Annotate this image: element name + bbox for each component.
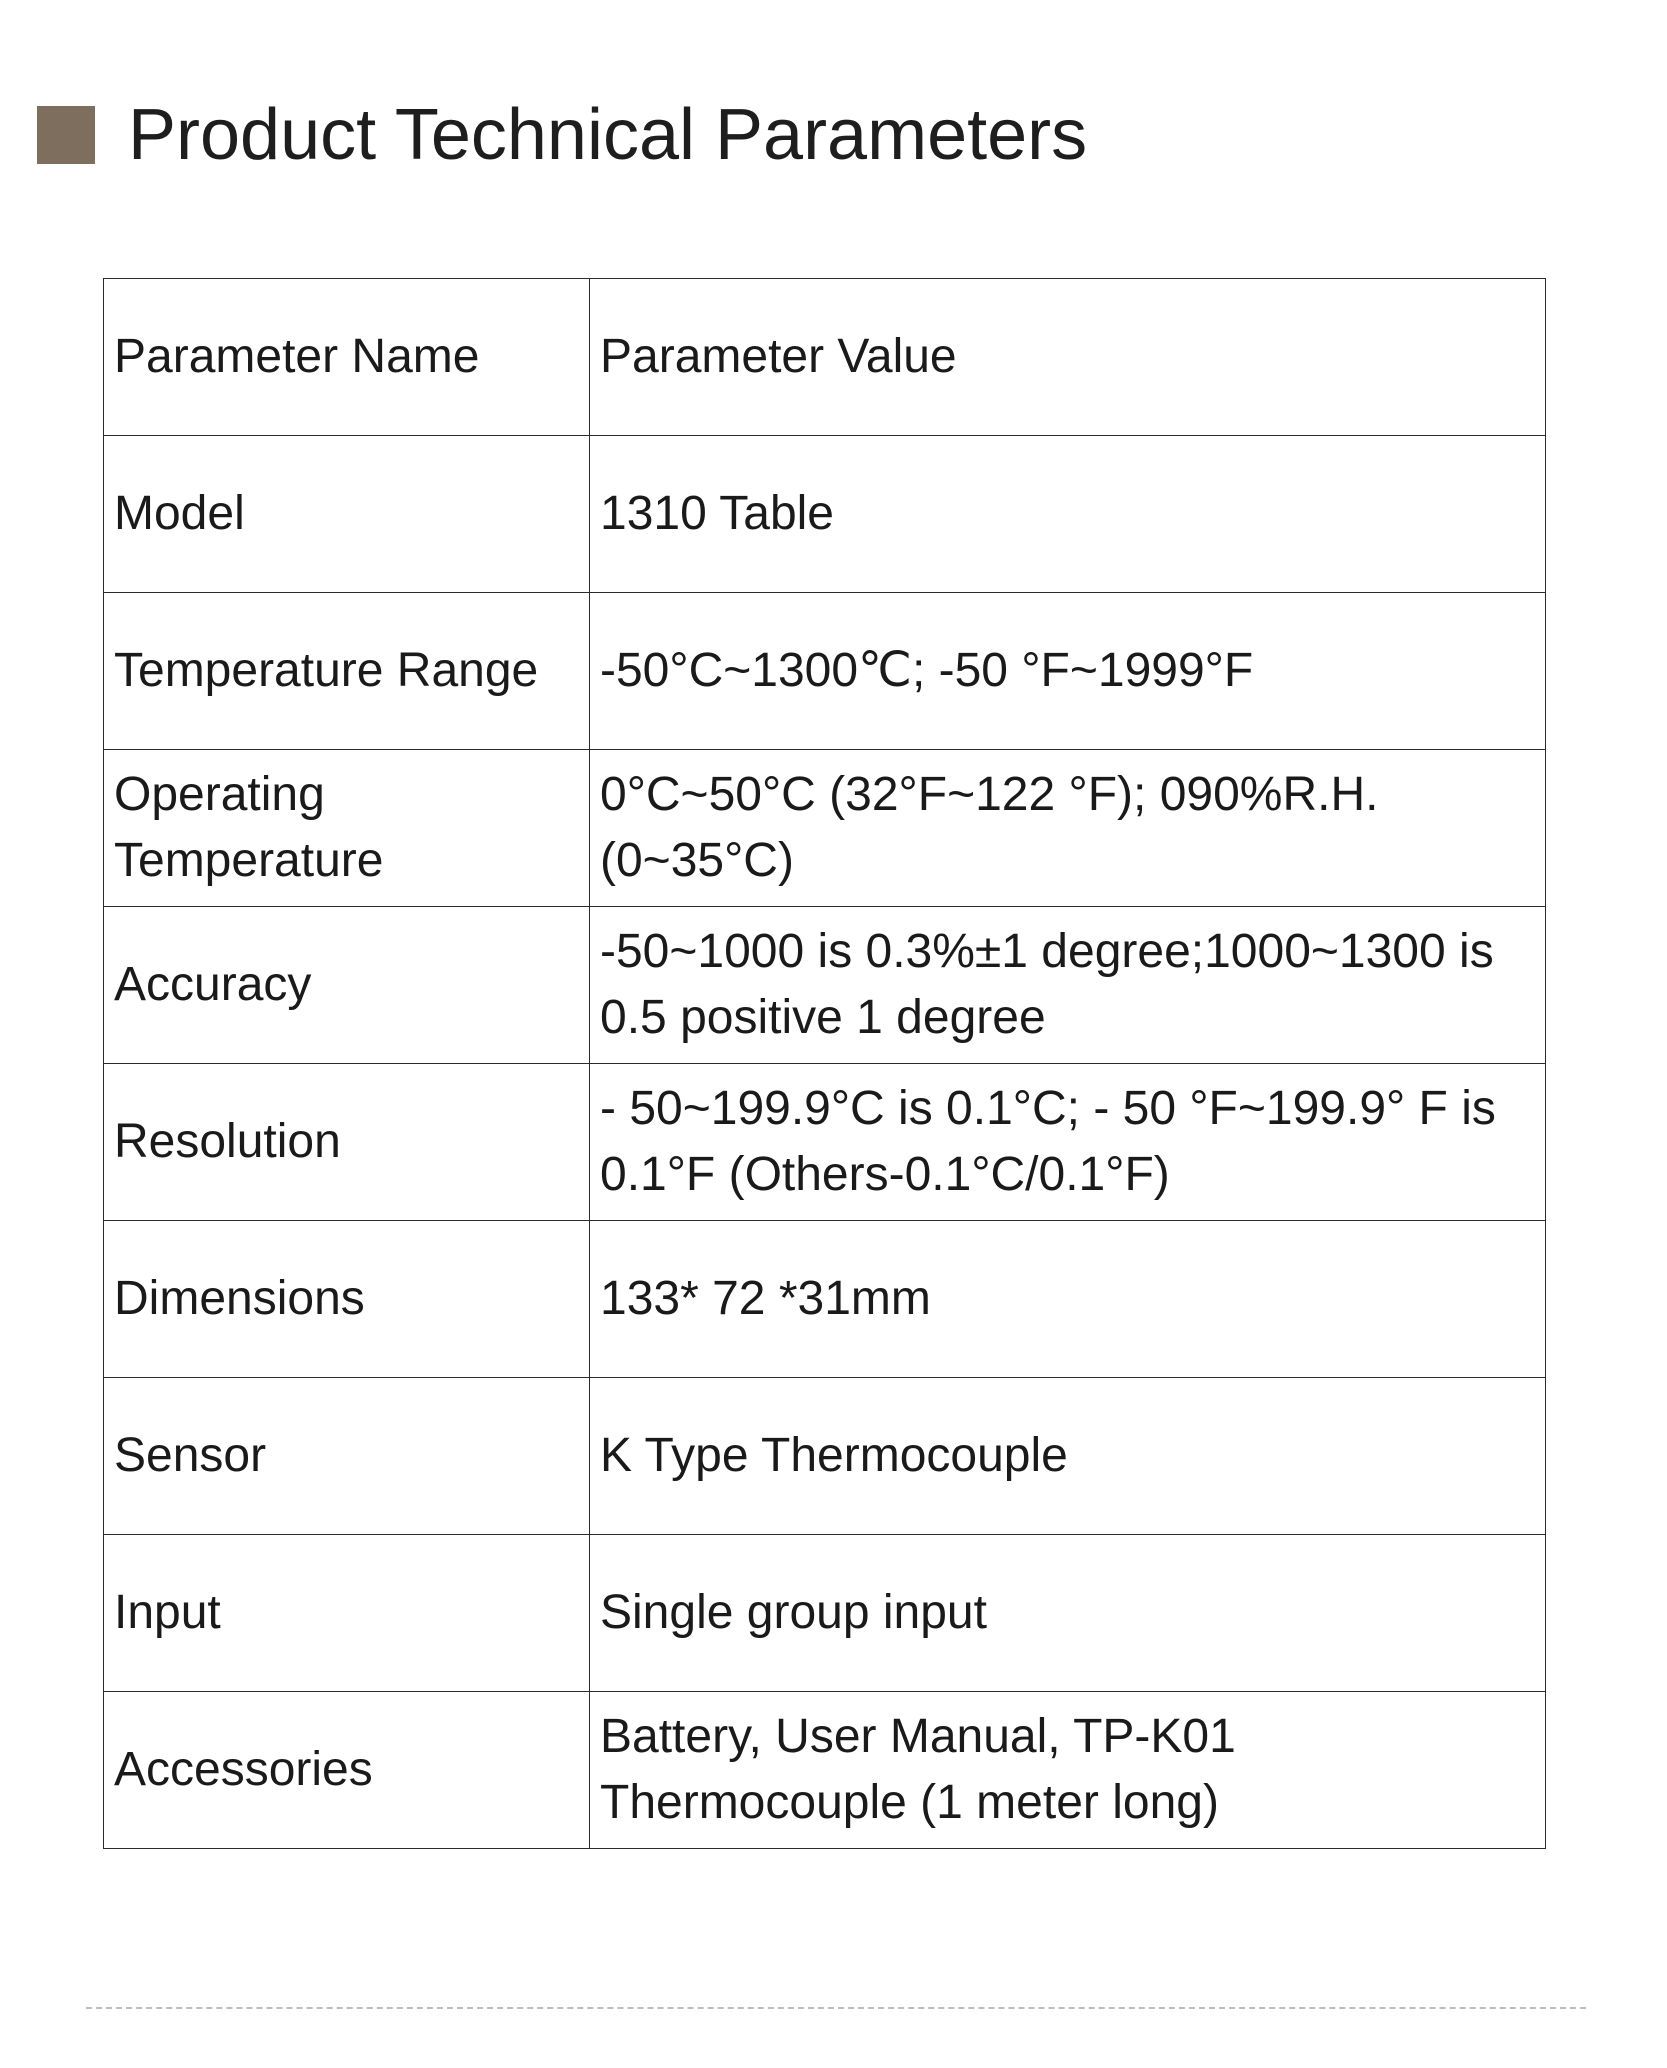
table-header-row [104, 279, 1546, 436]
table-row [104, 1064, 1546, 1221]
parameter-value: 0°C~50°C (32°F~122 °F); 090%R.H. (0~35°C) [590, 750, 1546, 907]
table-row [104, 1535, 1546, 1692]
parameter-value: K Type Thermocouple [590, 1378, 1546, 1535]
parameter-name: Input [104, 1535, 590, 1692]
page-header [37, 92, 1087, 178]
parameter-value: Battery, User Manual, TP-K01 Thermocouple (1 meter long) [590, 1692, 1546, 1849]
table-row [104, 907, 1546, 1064]
parameter-name: Accuracy [104, 907, 590, 1064]
table-row [104, 436, 1546, 593]
table-row [104, 750, 1546, 907]
parameter-value: 133* 72 *31mm [590, 1221, 1546, 1378]
parameter-name: Accessories [104, 1692, 590, 1849]
parameters-table [103, 278, 1546, 1849]
parameter-name: Dimensions [104, 1221, 590, 1378]
parameter-name: Resolution [104, 1064, 590, 1221]
table-row [104, 1378, 1546, 1535]
page-title: Product Technical Parameters [128, 95, 1088, 175]
header-square-icon [37, 106, 95, 164]
parameter-value: -50~1000 is 0.3%±1 degree;1000~1300 is 0.5 positive 1 degree [590, 907, 1546, 1064]
parameter-name: Model [104, 436, 590, 593]
parameter-name: Sensor [104, 1378, 590, 1535]
column-header-value: Parameter Value [590, 279, 1546, 436]
parameter-value: - 50~199.9°C is 0.1°C; - 50 °F~199.9° F is 0.1°F (Others-0.1°C/0.1°F) [590, 1064, 1546, 1221]
table-row [104, 1221, 1546, 1378]
column-header-name: Parameter Name [104, 279, 590, 436]
parameter-value: -50°C~1300℃; -50 °F~1999°F [590, 593, 1546, 750]
parameter-name: Temperature Range [104, 593, 590, 750]
parameter-value: Single group input [590, 1535, 1546, 1692]
footer-divider [86, 2007, 1586, 2009]
table-row [104, 593, 1546, 750]
parameter-value: 1310 Table [590, 436, 1546, 593]
table-row [104, 1692, 1546, 1849]
parameter-name: Operating Temperature [104, 750, 590, 907]
